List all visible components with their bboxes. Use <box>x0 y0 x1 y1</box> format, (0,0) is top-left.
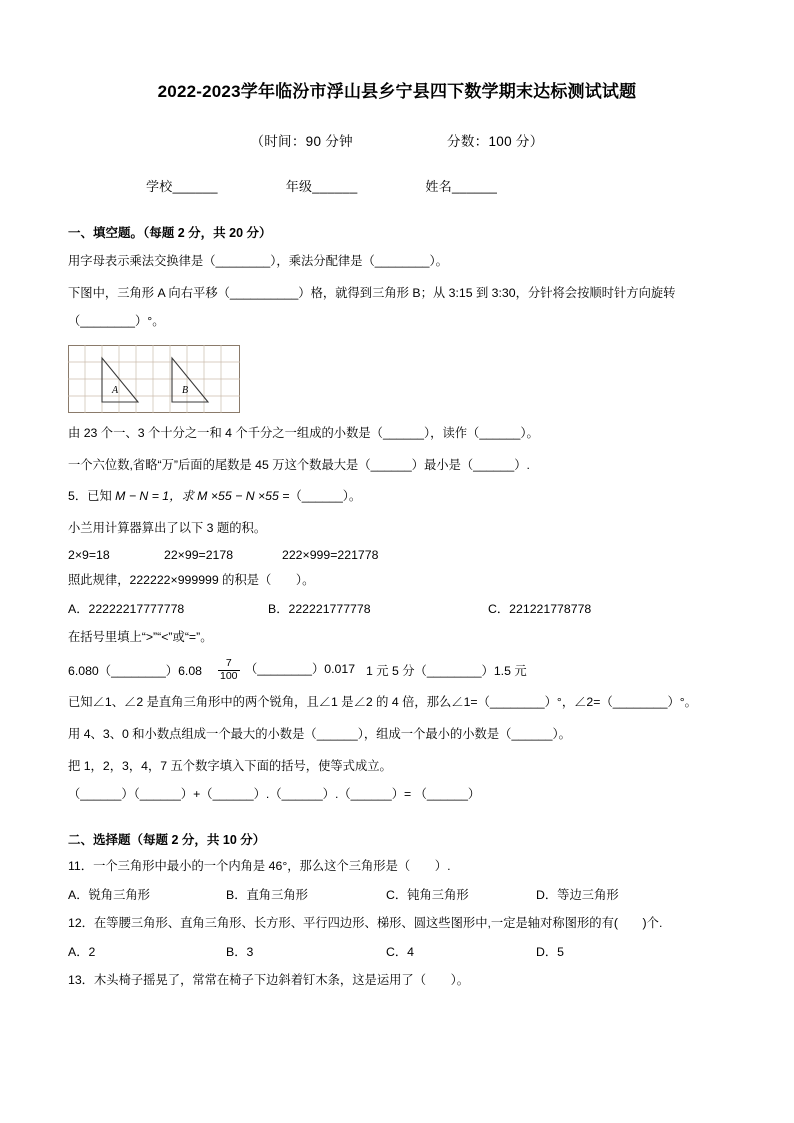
exam-meta <box>68 130 726 150</box>
question-5-num: 5． <box>68 489 88 504</box>
question-5 <box>68 485 726 508</box>
product-3: 222×999=221778 <box>282 547 379 562</box>
question-10: 把 1，2，3，4，7 五个数字填入下面的括号，使等式成立。 <box>68 758 392 773</box>
question-7-items <box>68 658 726 682</box>
compare-item-3: 1 元 5 分（________）1.5 元 <box>366 664 527 679</box>
question-11-text: 一个三角形中最小的一个内角是 46°，那么这个三角形是（ ）. <box>93 859 451 874</box>
student-fields <box>68 176 726 195</box>
option-b[interactable]: B．3 <box>226 944 254 959</box>
fraction-denominator: 100 <box>220 669 238 682</box>
question-2-cont: （________）°。 <box>68 314 165 329</box>
option-b[interactable]: B．直角三角形 <box>226 888 308 902</box>
question-3: 由 23 个一、3 个十分之一和 4 个千分之一组成的小数是（______），读作（______）。 <box>68 426 539 440</box>
score-label: 分数：100 分） <box>447 133 544 149</box>
question-12-text: 在等腰三角形、直角三角形、长方形、平行四边形、梯形、圆这些图形中,一定是轴对称图形的有( )个. <box>93 916 663 930</box>
svg-text:B: B <box>182 385 189 396</box>
question-11 <box>68 855 726 878</box>
question-12-num: 12． <box>68 916 94 930</box>
option-c[interactable]: C．钝角三角形 <box>386 888 469 902</box>
question-6-options <box>68 599 726 617</box>
question-5-pre: 已知 <box>87 489 116 504</box>
question-11-num: 11． <box>68 859 94 874</box>
svg-text:A: A <box>112 385 119 396</box>
question-1: 用字母表示乘法交换律是（________），乘法分配律是（________）。 <box>68 253 448 268</box>
question-11-options <box>68 885 726 903</box>
question-4: 一个六位数,省略“万”后面的尾数是 45 万这个数最大是（______）最小是（______）. <box>68 457 530 472</box>
triangle-translation-figure <box>68 345 240 413</box>
question-5-post: （______）。 <box>289 489 362 504</box>
question-8: 已知∠1、∠2 是直角三角形中的两个锐角，且∠1 是∠2 的 4 倍，那么∠1=（________）°，∠2=（________）°。 <box>68 695 697 710</box>
question-13-text: 木头椅子摇晃了，常常在椅子下边斜着钉木条，这是运用了（ ）。 <box>93 972 470 987</box>
compare-item-2 <box>216 658 366 682</box>
question-5-math: M − N = 1，求 M ×55 − N ×55 = <box>115 489 290 504</box>
question-6-products <box>68 548 726 562</box>
option-d[interactable]: D．5 <box>536 944 565 959</box>
compare-item-2-tail: （________）0.017 <box>244 662 356 677</box>
option-a[interactable]: A．锐角三角形 <box>68 888 150 902</box>
question-13-num: 13． <box>68 972 94 987</box>
question-10-equation: （______）（______）+（______）.（______）.（______）= （______） <box>68 787 481 802</box>
section-heading-fill: 一、填空题。（每题 2 分，共 20 分） <box>68 225 272 240</box>
question-7: 在括号里填上“>”“<”或“=”。 <box>68 629 213 644</box>
option-a[interactable]: A．22222217777778 <box>68 601 185 616</box>
product-1: 2×9=18 <box>68 547 110 562</box>
option-c[interactable]: C．4 <box>386 944 415 959</box>
field-name: 姓名______ <box>425 178 498 194</box>
option-a[interactable]: A．2 <box>68 944 96 959</box>
question-12 <box>68 912 726 935</box>
question-6: 小兰用计算器算出了以下 3 题的积。 <box>68 521 267 536</box>
product-2: 22×99=2178 <box>164 547 234 562</box>
time-label: （时间：90 分钟 <box>250 133 353 149</box>
question-12-options <box>68 942 726 960</box>
option-d[interactable]: D．等边三角形 <box>536 888 619 902</box>
question-6-rule: 照此规律，222222×999999 的积是（ ）。 <box>68 572 315 587</box>
compare-item-1: 6.080（________）6.08 <box>68 664 203 679</box>
question-2: 下图中，三角形 A 向右平移（__________）格，就得到三角形 B；从 3:15 到 3:30，分针将会按顺时针方向旋转 <box>68 285 676 300</box>
question-13 <box>68 969 726 992</box>
field-grade: 年级______ <box>285 178 358 194</box>
fraction-7-100 <box>218 658 240 682</box>
page-title: 2022-2023学年临汾市浮山县乡宁县四下数学期末达标测试试题 <box>157 82 637 101</box>
option-c[interactable]: C．221221778778 <box>488 601 592 616</box>
option-b[interactable]: B．222221777778 <box>268 601 371 616</box>
section-heading-choice: 二、选择题（每题 2 分，共 10 分） <box>68 833 266 848</box>
field-school: 学校______ <box>146 178 218 194</box>
question-9: 用 4、3、0 和小数点组成一个最大的小数是（______），组成一个最小的小数是（______）。 <box>68 726 571 741</box>
grid-triangles-svg <box>68 345 240 413</box>
fraction-numerator: 7 <box>218 658 240 670</box>
